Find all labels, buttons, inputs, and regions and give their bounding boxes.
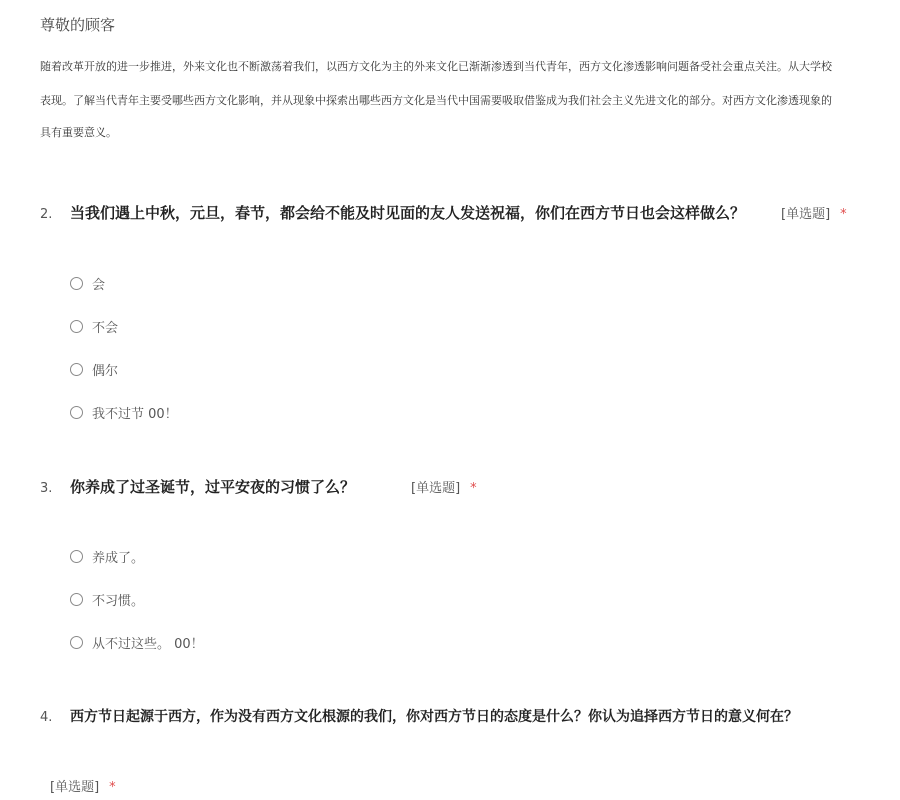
question-type: [单选题] <box>781 207 831 222</box>
radio-button[interactable] <box>70 363 83 376</box>
required-asterisk: * <box>109 780 116 795</box>
question-title: 西方节日起源于西方，作为没有西方文化根源的我们，你对西方节日的态度是什么？你认为追择西方节日的意义何在？ <box>70 709 798 725</box>
intro-line-2: 表现。了解当代青年主要受哪些西方文化影响，并从现象中探索出哪些西方文化是当代中国需要吸取借鉴成为我们社会主义先进文化的部分。对西方文化渗透现象的 <box>40 94 832 107</box>
intro-line-1: 随着改革开放的进一步推进，外来文化也不断激荡着我们，以西方文化为主的外来文化已渐渐渗透到当代青年，西方文化渗透影响问题备受社会重点关注。从大学校 <box>40 60 832 73</box>
option-buhui[interactable] <box>70 317 118 336</box>
question-type: [单选题] <box>50 780 100 795</box>
option-buxiguan[interactable] <box>70 590 144 609</box>
radio-button[interactable] <box>70 636 83 649</box>
radio-button[interactable] <box>70 550 83 563</box>
option-label: 从不过这些。 00！ <box>92 637 204 652</box>
option-yangcheng[interactable] <box>70 547 144 566</box>
option-label: 会 <box>92 278 106 293</box>
option-ouer[interactable] <box>70 360 118 379</box>
question-title: 当我们遇上中秋，元旦，春节，都会给不能及时见面的友人发送祝福，你们在西方节日也会这样做么？ <box>70 204 746 222</box>
option-never[interactable] <box>70 633 204 652</box>
option-hui[interactable] <box>70 274 105 293</box>
option-no-festival[interactable] <box>70 403 178 422</box>
option-label: 不会 <box>92 321 119 336</box>
radio-button[interactable] <box>70 320 83 333</box>
option-label: 我不过节 00！ <box>92 407 178 422</box>
required-asterisk: * <box>840 207 847 222</box>
intro-line-3: 具有重要意义。 <box>40 126 117 139</box>
option-label: 不习惯。 <box>92 594 145 609</box>
question-type: [单选题] <box>411 481 461 496</box>
radio-button[interactable] <box>70 593 83 606</box>
question-title: 你养成了过圣诞节，过平安夜的习惯了么？ <box>70 478 356 496</box>
question-4-type-row <box>50 776 116 795</box>
radio-button[interactable] <box>70 406 83 419</box>
greeting: 尊敬的顾客 <box>40 16 116 34</box>
question-number: 4. <box>40 710 53 725</box>
option-label: 偶尔 <box>92 364 119 379</box>
option-label: 养成了。 <box>92 551 145 566</box>
required-asterisk: * <box>470 481 477 496</box>
question-number: 3. <box>40 481 53 496</box>
radio-button[interactable] <box>70 277 83 290</box>
question-number: 2. <box>40 207 53 222</box>
question-3-header <box>40 476 477 497</box>
question-4-header <box>40 706 798 726</box>
question-2-header <box>40 202 847 223</box>
